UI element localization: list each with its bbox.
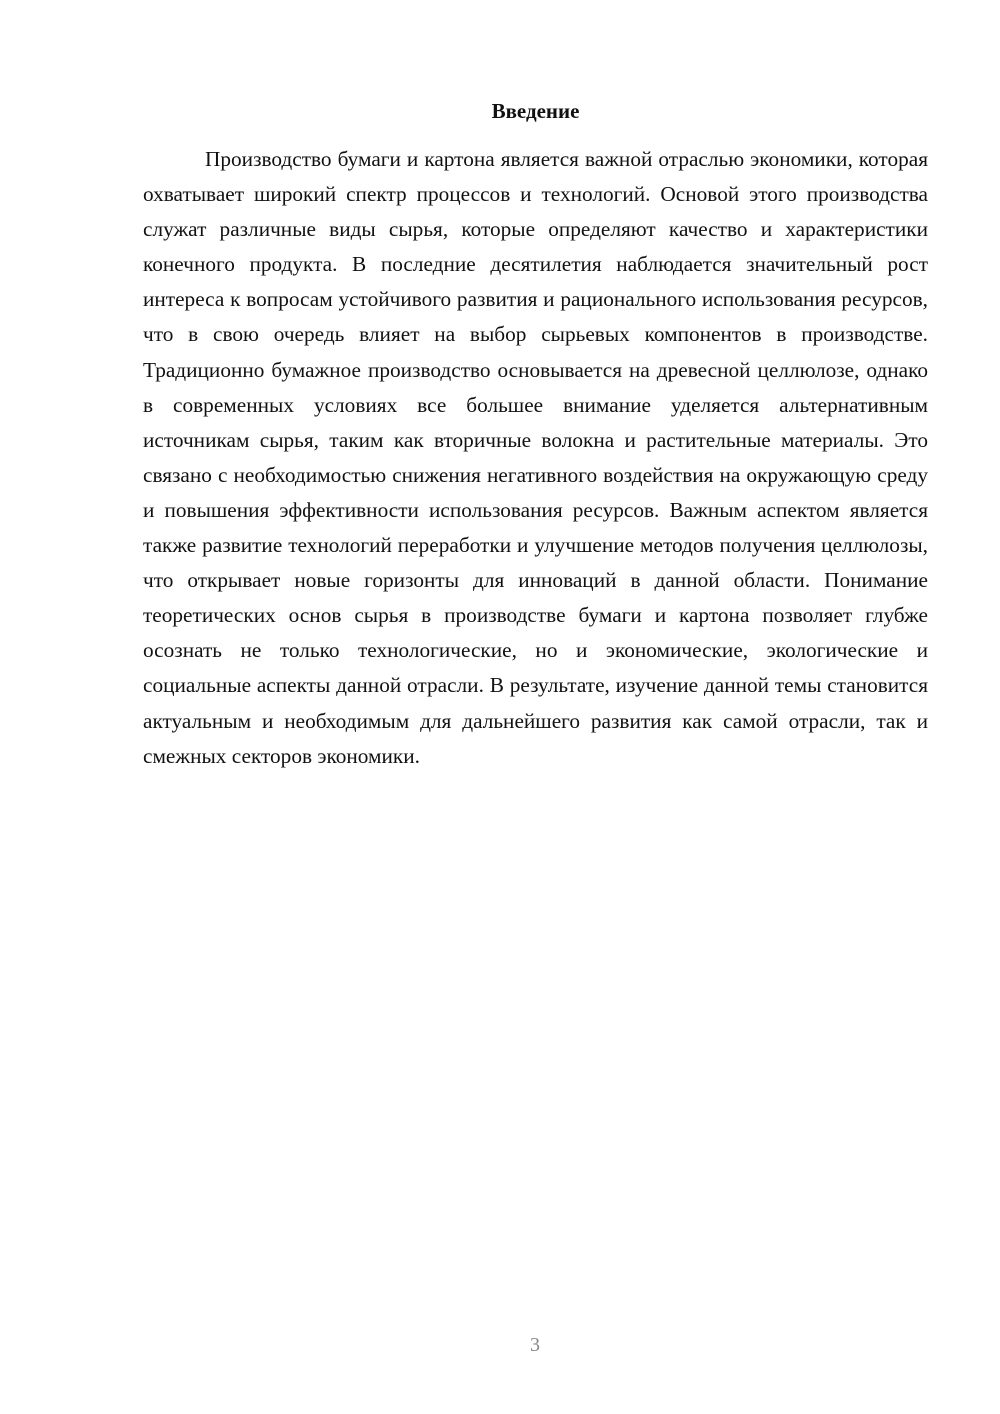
section-heading: Введение — [491, 99, 580, 123]
body-paragraph: Производство бумаги и картона является важной отраслью экономики, которая охватывает широкий спектр процессов и технологий. Основой этого производства служат различные виды сырья, которые определяют качество и характеристики конечного продукта. В последние десятилетия наблюдается значительный рост интереса к вопросам устойчивого развития и рационального использования ресурсов, что в свою очередь влияет на выбор сырьевых компонентов в производстве. Традиционно бумажное производство основывается на древесной целлюлозе, однако в современных условиях все большее внимание уделяется альтернативным источникам сырья, таким как вторичные волокна и растительные материалы. Это связано с необходимостью снижения негативного воздействия на окружающую среду и повышения эффективности использования ресурсов. Важным аспектом является также развитие технологий переработки и улучшение методов получения целлюлозы, что открывает новые горизонты для инноваций в данной области. Понимание теоретических основ сырья в производстве бумаги и картона позволяет глубже осознать не только технологические, но и экономические, экологические и социальные аспекты данной отрасли. В результате, изучение данной темы становится актуальным и необходимым для дальнейшего развития как самой отрасли, так и смежных секторов экономики. — [143, 147, 928, 768]
page-number: 3 — [530, 1334, 540, 1356]
